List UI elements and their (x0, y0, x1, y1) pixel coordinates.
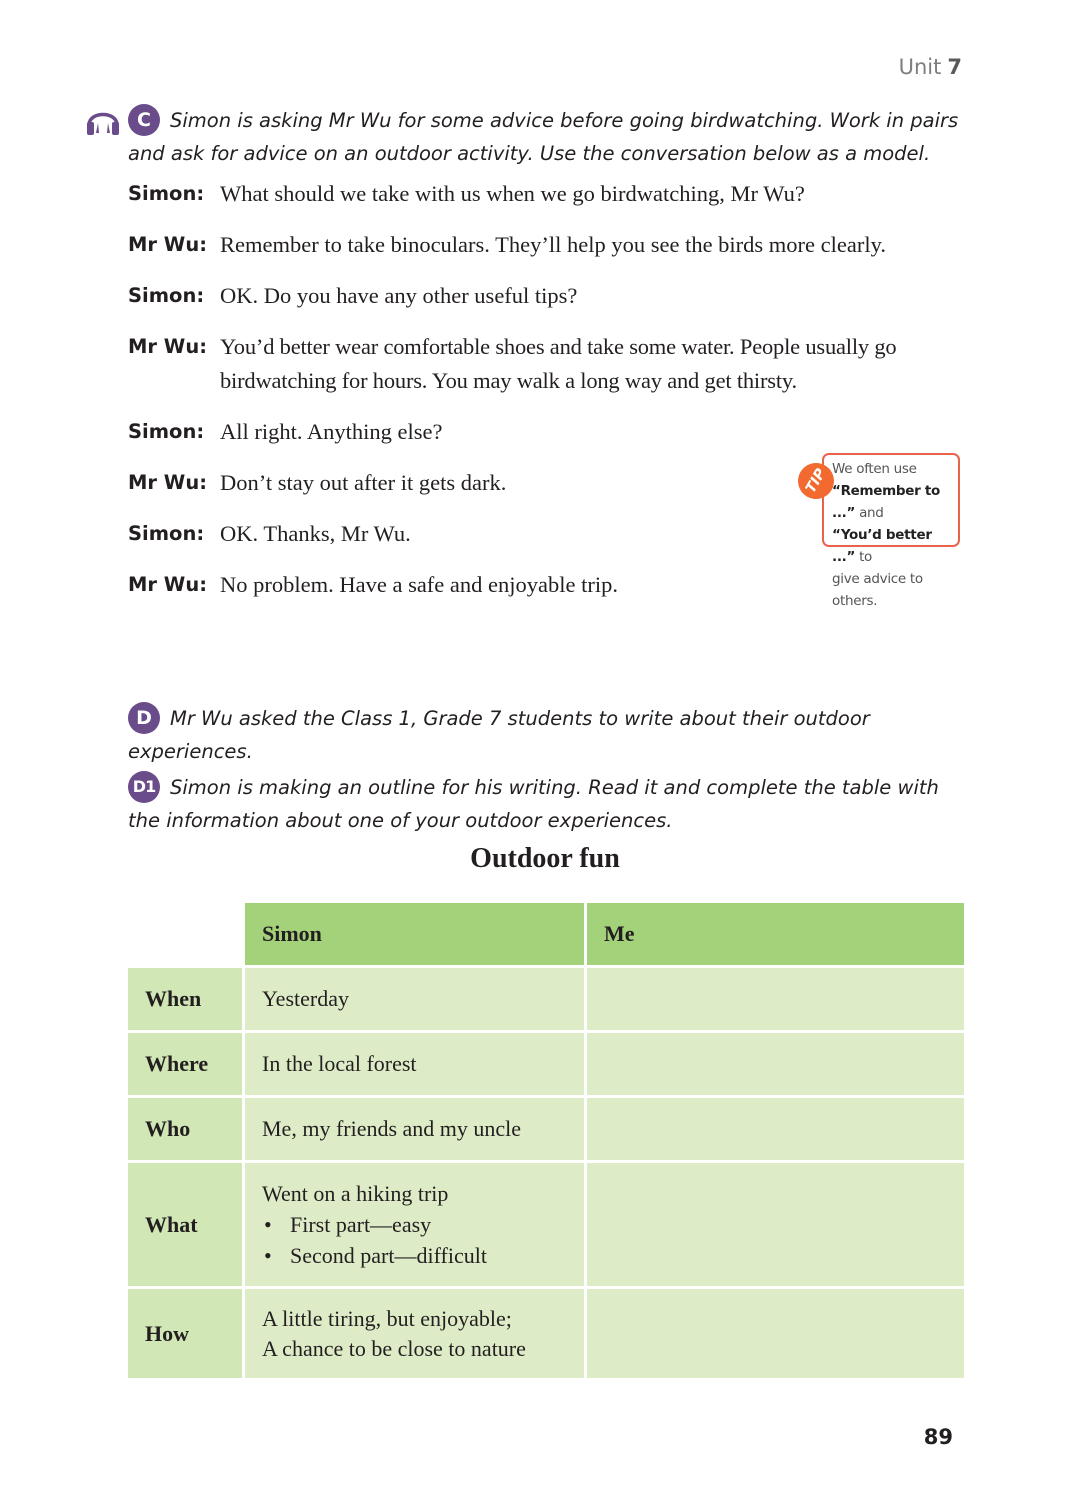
section-d-text: Mr Wu asked the Class 1, Grade 7 students to write about their outdoor experiences. (128, 707, 870, 763)
speech: All right. Anything else? (220, 419, 443, 444)
header-cell-empty (128, 903, 245, 965)
table-row (128, 1098, 964, 1163)
speaker: Mr Wu: (128, 335, 207, 358)
header-cell-simon: Simon (245, 903, 587, 965)
tip-text: and (859, 505, 884, 521)
speaker: Simon: (128, 182, 205, 205)
speaker: Mr Wu: (128, 471, 207, 494)
tip-text: to (859, 549, 873, 565)
speech: OK. Thanks, Mr Wu. (220, 521, 411, 546)
simon-cell: In the local forest (245, 1033, 587, 1095)
table-row (128, 1163, 964, 1289)
section-c-instruction (128, 105, 968, 169)
unit-label (899, 55, 962, 79)
dialogue-line (128, 177, 968, 211)
how-line: A chance to be close to nature (262, 1335, 526, 1361)
tip-text: give advice to others. (832, 571, 923, 609)
me-cell[interactable] (587, 968, 964, 1030)
table-row (128, 968, 964, 1033)
section-d-badge: D (128, 702, 160, 734)
table-row (128, 1033, 964, 1098)
row-label: Who (128, 1098, 245, 1160)
bullet-item: • First part—easy (262, 1209, 487, 1240)
simon-cell: Yesterday (245, 968, 587, 1030)
header-cell-me: Me (587, 903, 964, 965)
speaker: Simon: (128, 420, 205, 443)
what-bullets (262, 1209, 487, 1271)
me-cell[interactable] (587, 1098, 964, 1160)
speaker: Simon: (128, 284, 205, 307)
dialogue-line (128, 330, 968, 398)
bullet-item: • Second part—difficult (262, 1240, 487, 1271)
dialogue-line (128, 415, 968, 449)
me-cell[interactable] (587, 1033, 964, 1095)
dialogue-line (128, 279, 968, 313)
simon-cell: Me, my friends and my uncle (245, 1098, 587, 1160)
what-content (262, 1178, 487, 1271)
table-title: Outdoor fun (470, 843, 620, 874)
speech: Don’t stay out after it gets dark. (220, 470, 507, 495)
page-number: 89 (923, 1425, 953, 1449)
section-d1-text: Simon is making an outline for his writing. Read it and complete the table with the information about one of your outdoor experiences. (128, 776, 939, 832)
section-d1-instruction (128, 772, 968, 836)
tip-badge: TIP (791, 456, 840, 505)
tip-text: We often use (832, 461, 917, 477)
speaker: Mr Wu: (128, 233, 207, 256)
simon-cell (245, 1289, 587, 1378)
section-d1-badge: D1 (128, 771, 160, 803)
row-label: Where (128, 1033, 245, 1095)
dialogue-line (128, 228, 968, 262)
table-header-row (128, 903, 964, 968)
speech: No problem. Have a safe and enjoyable trip. (220, 572, 618, 597)
me-cell[interactable] (587, 1163, 964, 1286)
speech: Remember to take binoculars. They’ll help you see the birds more clearly. (220, 232, 887, 257)
tip-box (822, 453, 960, 609)
speaker: Mr Wu: (128, 573, 207, 596)
speaker: Simon: (128, 522, 205, 545)
tip-phrase: “You’d better ...” (832, 527, 932, 565)
section-c-badge: C (128, 104, 160, 136)
speech: OK. Do you have any other useful tips? (220, 283, 578, 308)
outline-table (128, 903, 964, 1378)
table-row (128, 1289, 964, 1378)
what-main: Went on a hiking trip (262, 1181, 449, 1206)
speech: You’d better wear comfortable shoes and take some water. People usually go birdwatching for hours. You may walk a long way and get thirsty. (220, 334, 897, 393)
row-label: What (128, 1163, 245, 1286)
tip-phrase: “Remember to ...” (832, 483, 941, 521)
section-d-instruction (128, 703, 968, 767)
row-label: How (128, 1289, 245, 1378)
me-cell[interactable] (587, 1289, 964, 1378)
section-c-text: Simon is asking Mr Wu for some advice before going birdwatching. Work in pairs and ask for advice on an outdoor activity. Use the conversation below as a model. (128, 109, 959, 165)
speech: What should we take with us when we go birdwatching, Mr Wu? (220, 181, 805, 206)
how-line: A little tiring, but enjoyable; (262, 1305, 512, 1331)
headphones-icon (84, 101, 122, 139)
how-content (262, 1304, 526, 1364)
simon-cell (245, 1163, 587, 1286)
row-label: When (128, 968, 245, 1030)
unit-number: 7 (947, 55, 962, 79)
unit-label-text: Unit (898, 55, 942, 79)
